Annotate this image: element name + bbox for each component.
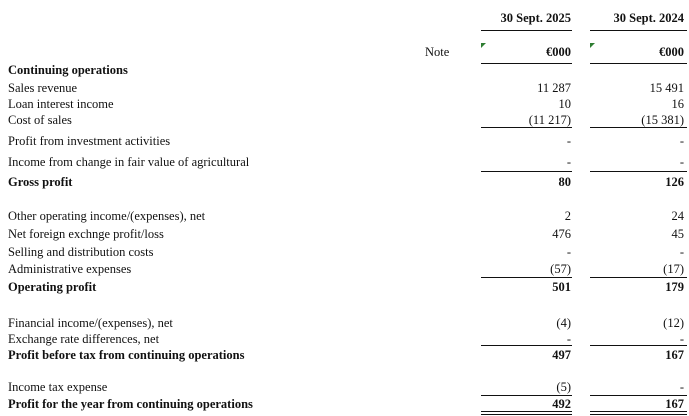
double-rule-bottom <box>481 414 572 415</box>
subtotal-rule <box>481 345 572 346</box>
row-label: Sales revenue <box>8 81 78 95</box>
double-rule-top <box>481 411 572 412</box>
row-label: Exchange rate differences, net <box>8 332 160 346</box>
comment-marker-icon <box>590 43 595 48</box>
row-value-2024: - <box>679 380 684 394</box>
row-value-2024: 24 <box>671 209 684 223</box>
subtotal-rule <box>481 171 572 172</box>
row-value-2025: (5) <box>556 380 571 394</box>
row-value-2025: 476 <box>552 227 571 241</box>
row-value-2025: 2 <box>564 209 571 223</box>
row-value-2024: 15 491 <box>649 81 684 95</box>
row-value-2025: 11 287 <box>537 81 571 95</box>
row-value-2024: 45 <box>671 227 684 241</box>
row-value-2024: (17) <box>663 262 684 276</box>
row-label: Net foreign exchnge profit/loss <box>8 227 164 241</box>
row-label: Loan interest income <box>8 97 114 111</box>
row-label: Income tax expense <box>8 380 108 394</box>
row-value-2025: 80 <box>558 175 571 189</box>
unit-rule-2024 <box>590 63 687 64</box>
unit-2024: €000 <box>659 45 684 59</box>
header-rule-2024 <box>590 30 687 31</box>
row-value-2024: 167 <box>665 397 684 411</box>
row-label: Profit for the year from continuing operations <box>8 397 253 411</box>
subtotal-rule <box>481 395 572 396</box>
row-label: Administrative expenses <box>8 262 132 276</box>
subtotal-rule <box>590 395 687 396</box>
row-value-2024: - <box>679 155 684 169</box>
column-2024-date: 30 Sept. 2024 <box>613 11 684 25</box>
subtotal-rule <box>590 127 687 128</box>
column-2025-date: 30 Sept. 2025 <box>500 11 571 25</box>
subtotal-rule <box>481 127 572 128</box>
row-value-2025: - <box>566 155 571 169</box>
subtotal-rule <box>590 345 687 346</box>
row-label: Gross profit <box>8 175 73 189</box>
note-header: Note <box>425 45 450 59</box>
row-value-2025: - <box>566 332 571 346</box>
row-label: Profit from investment activities <box>8 134 171 148</box>
row-value-2024: - <box>679 332 684 346</box>
subtotal-rule <box>481 277 572 278</box>
row-value-2024: - <box>679 134 684 148</box>
header-rule-2025 <box>481 30 572 31</box>
row-value-2025: - <box>566 134 571 148</box>
subtotal-rule <box>590 171 687 172</box>
subtotal-rule <box>590 277 687 278</box>
row-label: Income from change in fair value of agricultural <box>8 155 250 169</box>
row-label: Other operating income/(expenses), net <box>8 209 206 223</box>
row-value-2025: (57) <box>550 262 571 276</box>
double-rule-top <box>590 411 687 412</box>
row-value-2025: - <box>566 245 571 259</box>
double-rule-bottom <box>590 414 687 415</box>
row-value-2024: 167 <box>665 348 684 362</box>
row-value-2024: 16 <box>671 97 684 111</box>
row-value-2025: 10 <box>558 97 571 111</box>
row-value-2025: (11 217) <box>528 113 571 127</box>
row-value-2024: - <box>679 245 684 259</box>
comment-marker-icon <box>481 43 486 48</box>
row-value-2024: (12) <box>663 316 684 330</box>
row-value-2024: (15 381) <box>641 113 684 127</box>
row-value-2025: 492 <box>552 397 571 411</box>
row-value-2024: 179 <box>665 280 684 294</box>
row-value-2025: (4) <box>556 316 571 330</box>
row-value-2025: 501 <box>552 280 571 294</box>
unit-2025: €000 <box>546 45 571 59</box>
row-value-2025: 497 <box>552 348 571 362</box>
row-label: Financial income/(expenses), net <box>8 316 173 330</box>
row-value-2024: 126 <box>665 175 684 189</box>
row-label: Cost of sales <box>8 113 72 127</box>
row-label: Operating profit <box>8 280 97 294</box>
section-heading: Continuing operations <box>8 63 128 77</box>
row-label: Profit before tax from continuing operations <box>8 348 245 362</box>
row-label: Selling and distribution costs <box>8 245 154 259</box>
unit-rule-2025 <box>481 63 572 64</box>
